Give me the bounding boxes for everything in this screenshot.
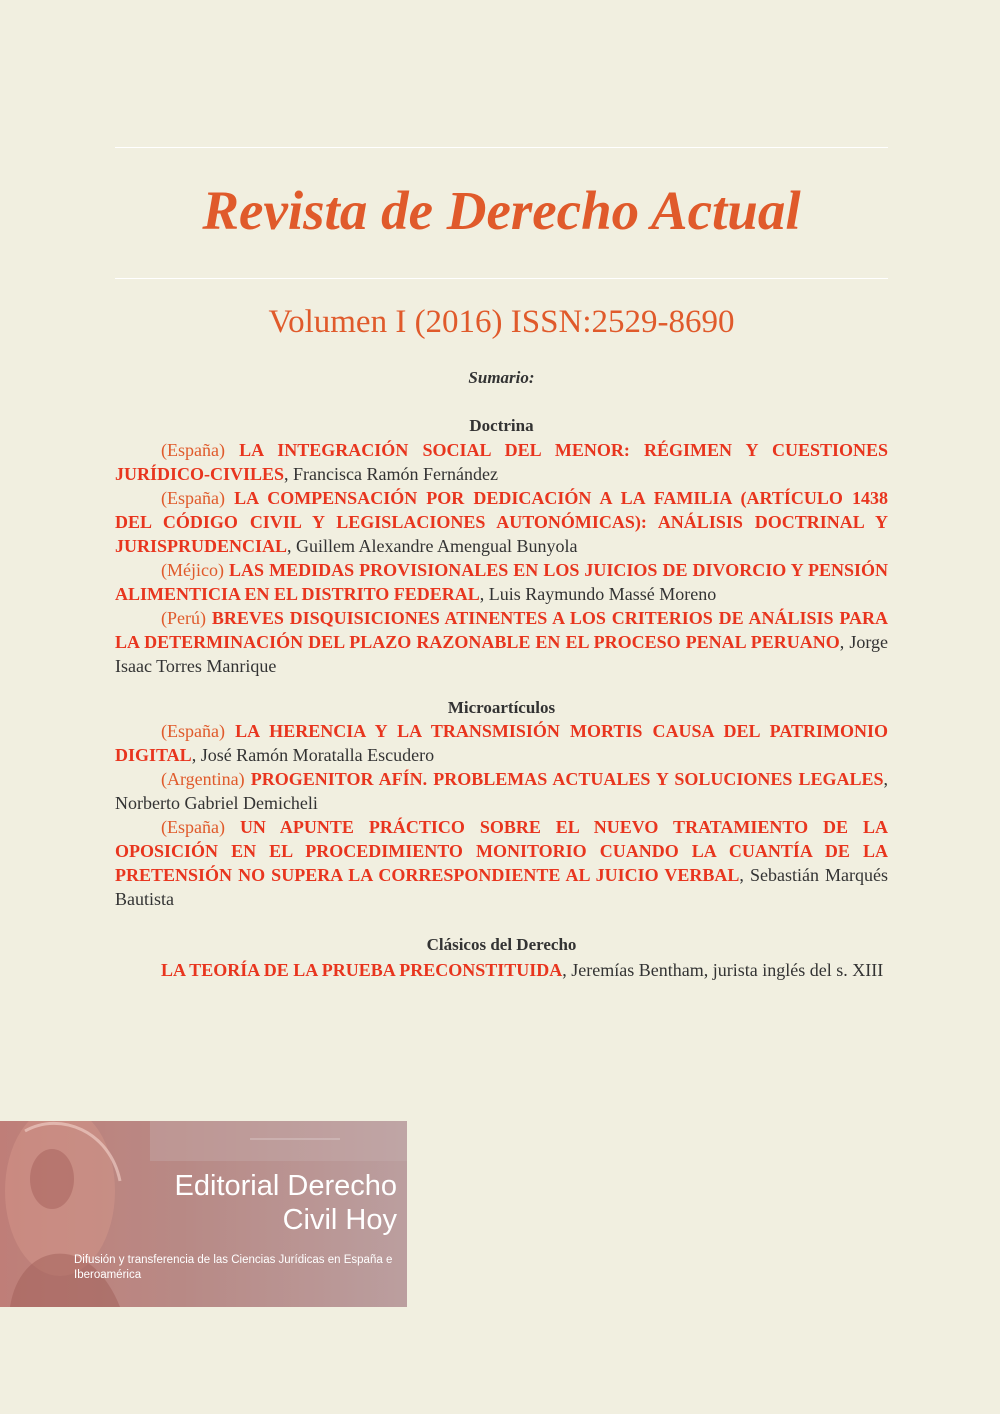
publisher-name-line2: Civil Hoy [282,1204,397,1236]
article-entry [115,958,888,982]
article-country: (España) [161,817,225,837]
article-country: (Argentina) [161,769,245,789]
article-entry [115,438,888,486]
article-country: (España) [161,440,225,460]
section-heading-clasicos: Clásicos del Derecho [426,935,577,954]
article-title: LA HERENCIA Y LA TRANSMISIÓN MORTIS CAUSA DEL PATRIMONIO DIGITAL [115,721,888,765]
article-entry [115,606,888,678]
article-title: BREVES DISQUISICIONES ATINENTES A LOS CRITERIOS DE ANÁLISIS PARA LA DETERMINACIÓN DEL PLAZO RAZONABLE EN EL PROCESO PENAL PERUANO [115,608,888,652]
article-author: , Guillem Alexandre Amengual Bunyola [287,536,578,556]
section-heading-microarticulos: Microartículos [447,698,556,717]
article-country: (Perú) [161,608,206,628]
article-entry [115,719,888,767]
top-rule [115,147,888,148]
article-entry [115,558,888,606]
article-title: LA COMPENSACIÓN POR DEDICACIÓN A LA FAMILIA (ARTÍCULO 1438 DEL CÓDIGO CIVIL Y LEGISLACIONES AUTONÓMICAS): ANÁLISIS DOCTRINAL Y JURISPRUDENCIAL [115,488,889,556]
title-rule [115,278,888,279]
doctrina-entries [115,438,888,678]
article-entry [115,486,888,558]
article-author: , Norberto Gabriel Demicheli [115,769,889,813]
summary-label: Sumario: [468,368,535,387]
volume-line: Volumen I (2016) ISSN:2529-8690 [268,304,735,340]
publisher-tagline: Difusión y transferencia de las Ciencias Jurídicas en España e Iberoamérica [74,1254,393,1281]
article-title: LA INTEGRACIÓN SOCIAL DEL MENOR: RÉGIMEN Y CUESTIONES JURÍDICO-CIVILES [115,440,888,484]
article-title: UN APUNTE PRÁCTICO SOBRE EL NUEVO TRATAMIENTO DE LA OPOSICIÓN EN EL PROCEDIMIENTO MONITORIO CUANDO LA CUANTÍA DE LA PRETENSIÓN NO SUPERA LA CORRESPONDIENTE AL JUICIO VERBAL [115,817,889,885]
article-country: (España) [161,488,225,508]
article-author: , Jeremías Bentham, jurista inglés del s. XIII [562,960,884,980]
section-heading-doctrina: Doctrina [469,416,534,435]
article-country: (España) [161,721,225,741]
article-entry [115,767,888,815]
article-author: , Luis Raymundo Massé Moreno [479,584,717,604]
microarticulos-entries [115,719,888,911]
article-title: PROGENITOR AFÍN. PROBLEMAS ACTUALES Y SOLUCIONES LEGALES [250,769,884,789]
article-author: , José Ramón Moratalla Escudero [191,745,435,765]
article-country: (Méjico) [161,560,224,580]
article-title: LAS MEDIDAS PROVISIONALES EN LOS JUICIOS DE DIVORCIO Y PENSIÓN ALIMENTICIA EN EL DISTRITO FEDERAL [115,560,888,604]
publisher-name [67,1169,397,1237]
article-entry [115,815,888,911]
clasicos-entries [115,958,888,982]
article-author: , Francisca Ramón Fernández [284,464,498,484]
article-author: , Sebastián Marqués Bautista [115,865,889,909]
article-title: LA TEORÍA DE LA PRUEBA PRECONSTITUIDA [161,960,563,980]
article-author: , Jorge Isaac Torres Manrique [115,632,888,676]
publisher-banner [0,1121,407,1307]
publisher-name-line1: Editorial Derecho [174,1170,397,1202]
journal-title: Revista de Derecho Actual [202,180,801,241]
